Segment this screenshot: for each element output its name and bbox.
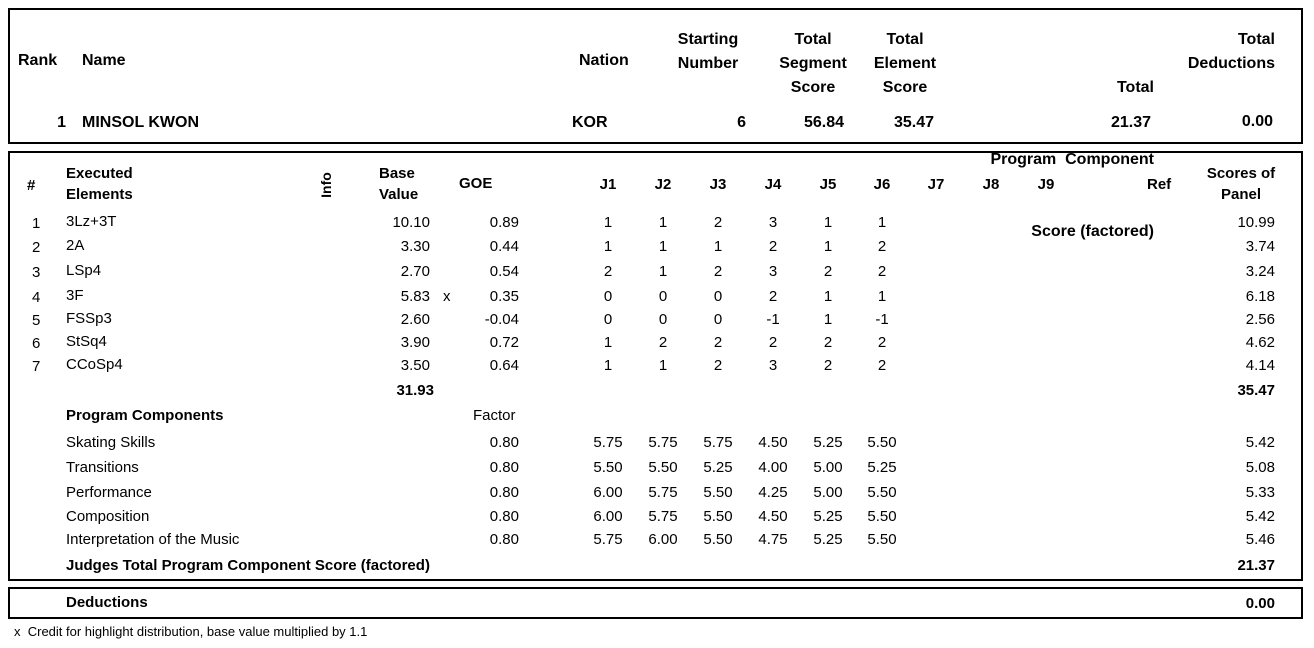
judge-component-score: 6.00 [648, 531, 678, 548]
skater-name: MINSOL KWON [82, 114, 200, 131]
judge-score: 2 [877, 238, 887, 255]
header-starting-number: Starting Number [677, 31, 739, 72]
element-goe: 0.64 [489, 357, 519, 374]
judge-score: 0 [658, 288, 668, 305]
element-number: 1 [32, 215, 41, 232]
skater-nation: KOR [572, 114, 608, 131]
pc-total-score: 21.37 [1237, 557, 1275, 574]
element-number: 4 [32, 289, 41, 306]
judge-score: 1 [658, 357, 668, 374]
judge-component-score: 5.50 [593, 459, 623, 476]
col-executed-header: Executed Elements [66, 165, 133, 203]
skater-total-segment-score: 56.84 [803, 114, 844, 131]
element-panel-score: 3.74 [1245, 238, 1275, 255]
elements-base-value-total: 31.93 [396, 382, 434, 399]
pc-total-label: Judges Total Program Component Score (factored) [66, 557, 430, 574]
judge-component-score: 5.75 [648, 508, 678, 525]
header-nation: Nation [579, 52, 629, 69]
element-goe: -0.04 [484, 311, 519, 328]
judge-component-score: 4.50 [758, 508, 788, 525]
element-base-value: 10.10 [392, 214, 430, 231]
judge-component-score: 5.00 [813, 484, 843, 501]
component-panel-score: 5.42 [1245, 508, 1275, 525]
header-rank: Rank [18, 52, 58, 69]
judge-score: 2 [823, 263, 833, 280]
element-base-value: 5.83 [400, 288, 430, 305]
component-panel-score: 5.46 [1245, 531, 1275, 548]
factor-header: Factor [473, 407, 516, 424]
judge-component-score: 5.50 [867, 508, 897, 525]
judge-score: 0 [603, 311, 613, 328]
judge-score: 3 [768, 214, 778, 231]
judge-score: 1 [823, 238, 833, 255]
judge-score: 2 [768, 334, 778, 351]
judge-component-score: 5.75 [593, 531, 623, 548]
element-number: 7 [32, 358, 41, 375]
judge-component-score: 5.50 [648, 459, 678, 476]
judge-component-score: 5.00 [813, 459, 843, 476]
skater-total-deductions: 0.00 [1241, 113, 1273, 130]
component-factor: 0.80 [489, 434, 519, 451]
col-scores-header: Scores of Panel [1206, 165, 1276, 203]
judge-score: 0 [658, 311, 668, 328]
component-panel-score: 5.33 [1245, 484, 1275, 501]
judge-score: 1 [603, 334, 613, 351]
col-base-value-header: Base Value [379, 165, 419, 203]
judge-score: 1 [658, 214, 668, 231]
element-goe: 0.35 [489, 288, 519, 305]
judge-component-score: 5.25 [867, 459, 897, 476]
footnote: x Credit for highlight distribution, base value multiplied by 1.1 [14, 624, 368, 639]
element-panel-score: 6.18 [1245, 288, 1275, 305]
judge-component-score: 6.00 [593, 484, 623, 501]
judge-header-2: J2 [654, 176, 672, 193]
judge-score: 3 [768, 263, 778, 280]
element-panel-score: 4.62 [1245, 334, 1275, 351]
judge-component-score: 5.75 [593, 434, 623, 451]
deductions-value: 0.00 [1245, 595, 1275, 612]
element-goe: 0.44 [489, 238, 519, 255]
judge-header-6: J6 [873, 176, 891, 193]
col-info-header: Info [317, 172, 334, 198]
element-info-marker: x [443, 288, 451, 305]
element-name: LSp4 [66, 262, 102, 279]
judge-score: 1 [658, 238, 668, 255]
component-factor: 0.80 [489, 484, 519, 501]
col-num-header: # [27, 177, 36, 194]
judge-component-score: 4.25 [758, 484, 788, 501]
judge-score: 1 [823, 288, 833, 305]
element-name: 3Lz+3T [66, 213, 117, 230]
element-number: 2 [32, 239, 41, 256]
element-number: 6 [32, 335, 41, 352]
judge-component-score: 4.75 [758, 531, 788, 548]
judge-score: 2 [823, 334, 833, 351]
skater-starting-number: 6 [737, 114, 746, 131]
judge-score: 1 [877, 214, 887, 231]
judge-score: 2 [713, 214, 723, 231]
component-name: Interpretation of the Music [66, 531, 240, 548]
judge-score: 0 [713, 311, 723, 328]
judge-score: 2 [877, 263, 887, 280]
deductions-box [8, 587, 1303, 619]
component-name: Composition [66, 508, 150, 525]
component-name: Transitions [66, 459, 139, 476]
judge-score: 1 [603, 238, 613, 255]
judge-header-4: J4 [764, 176, 782, 193]
judge-score: 1 [603, 214, 613, 231]
col-goe-header: GOE [459, 175, 493, 192]
judge-component-score: 5.75 [648, 484, 678, 501]
header-total-deductions: Total Deductions [1187, 31, 1275, 72]
judge-score: 1 [603, 357, 613, 374]
judge-score: 2 [877, 334, 887, 351]
judge-component-score: 5.75 [703, 434, 733, 451]
judge-score: 1 [658, 263, 668, 280]
judge-score: 2 [713, 263, 723, 280]
judge-score: 2 [877, 357, 887, 374]
judge-score: 0 [713, 288, 723, 305]
skater-total-element-score: 35.47 [893, 114, 934, 131]
col-ref-header: Ref [1147, 176, 1172, 193]
judge-header-8: J8 [982, 176, 1000, 193]
judge-component-score: 4.00 [758, 459, 788, 476]
header-total-pcs: Total Program Component Score (factored) [990, 79, 1154, 240]
element-goe: 0.54 [489, 263, 519, 280]
element-panel-score: 3.24 [1245, 263, 1275, 280]
header-total-element-score: Total Element Score [873, 31, 937, 96]
element-name: StSq4 [66, 333, 107, 350]
judge-header-3: J3 [709, 176, 727, 193]
program-components-title: Program Components [66, 407, 224, 424]
element-name: FSSp3 [66, 310, 112, 327]
judge-component-score: 5.25 [703, 459, 733, 476]
judge-component-score: 5.50 [703, 531, 733, 548]
judge-header-7: J7 [927, 176, 945, 193]
element-panel-score: 10.99 [1237, 214, 1275, 231]
element-base-value: 3.30 [400, 238, 430, 255]
judge-score: 2 [823, 357, 833, 374]
elements-score-total: 35.47 [1237, 382, 1275, 399]
judge-component-score: 4.50 [758, 434, 788, 451]
element-goe: 0.72 [489, 334, 519, 351]
element-base-value: 2.70 [400, 263, 430, 280]
element-number: 3 [32, 264, 41, 281]
judge-component-score: 5.25 [813, 508, 843, 525]
judge-score: 2 [603, 263, 613, 280]
judge-score: -1 [766, 311, 780, 328]
judge-score: -1 [875, 311, 889, 328]
judge-score: 1 [823, 214, 833, 231]
element-number: 5 [32, 312, 41, 329]
component-name: Performance [66, 484, 152, 501]
judge-score: 2 [658, 334, 668, 351]
element-base-value: 2.60 [400, 311, 430, 328]
element-name: 2A [66, 237, 85, 254]
judge-score: 1 [823, 311, 833, 328]
element-name: 3F [66, 287, 84, 304]
element-base-value: 3.90 [400, 334, 430, 351]
judge-header-1: J1 [599, 176, 617, 193]
judge-component-score: 5.50 [867, 531, 897, 548]
judge-component-score: 5.50 [867, 484, 897, 501]
judge-score: 1 [877, 288, 887, 305]
judge-score: 1 [713, 238, 723, 255]
judge-score: 2 [713, 357, 723, 374]
judge-component-score: 5.25 [813, 531, 843, 548]
header-name: Name [82, 52, 126, 69]
element-panel-score: 2.56 [1245, 311, 1275, 328]
element-name: CCoSp4 [66, 356, 123, 373]
judge-component-score: 5.75 [648, 434, 678, 451]
judge-component-score: 6.00 [593, 508, 623, 525]
component-factor: 0.80 [489, 531, 519, 548]
judge-component-score: 5.50 [703, 484, 733, 501]
judge-score: 2 [768, 288, 778, 305]
element-goe: 0.89 [489, 214, 519, 231]
judge-header-9: J9 [1037, 176, 1055, 193]
component-panel-score: 5.42 [1245, 434, 1275, 451]
judge-score: 3 [768, 357, 778, 374]
judge-component-score: 5.25 [813, 434, 843, 451]
component-name: Skating Skills [66, 434, 156, 451]
header-total-segment-score: Total Segment Score [779, 31, 847, 96]
element-panel-score: 4.14 [1245, 357, 1275, 374]
judge-score: 2 [713, 334, 723, 351]
judge-header-5: J5 [819, 176, 837, 193]
component-panel-score: 5.08 [1245, 459, 1275, 476]
judge-score: 0 [603, 288, 613, 305]
deductions-label: Deductions [66, 594, 148, 611]
component-factor: 0.80 [489, 508, 519, 525]
judge-component-score: 5.50 [703, 508, 733, 525]
judge-score: 2 [768, 238, 778, 255]
component-factor: 0.80 [489, 459, 519, 476]
skater-rank: 1 [57, 114, 66, 131]
element-base-value: 3.50 [400, 357, 430, 374]
judge-component-score: 5.50 [867, 434, 897, 451]
skater-total-pcs: 21.37 [1110, 114, 1151, 131]
